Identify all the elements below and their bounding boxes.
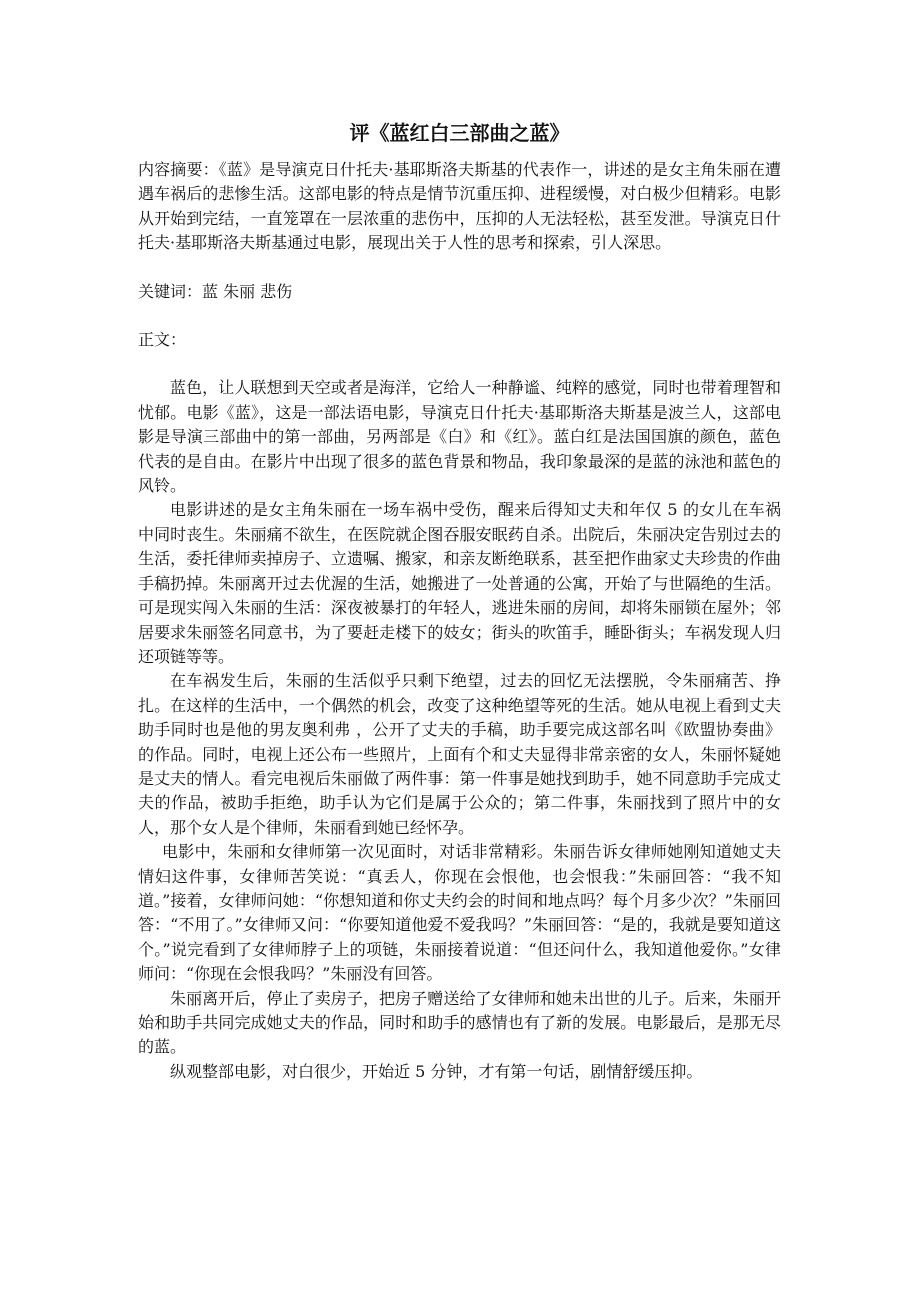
keywords-line: 关键词：蓝 朱丽 悲伤 (138, 281, 293, 301)
body-paragraph-4: 电影中，朱丽和女律师第一次见面时，对话非常精彩。朱丽告诉女律师她刚知道她丈夫情妇这件事，女律师苦笑说：“真丢人，你现在会恨他，也会恨我：”朱丽回答：“我不知道。”接着，女律师问她：“你想知道和你丈夫约会的时间和地点吗？每个月多少次？”朱丽回答：“不用了。”女律师又问：“你要知道他爱不爱我吗？”朱丽回答：“是的，我就是要知道这个。”说完看到了女律师脖子上的项链，朱丽接着说道：“但还问什么，我知道他爱你。”女律师问：“你现在会恨我吗？”朱丽没有回答。 (138, 842, 781, 984)
body-paragraph-1: 蓝色，让人联想到天空或者是海洋，它给人一种静谧、纯粹的感觉，同时也带着理智和忧郁。电影《蓝》，这是一部法语电影，导演克日什托夫·基耶斯洛夫斯基是波兰人，这部电影是导演三部曲中的第一部曲，另两部是《白》和《红》。蓝白红是法国国旗的颜色，蓝色代表的是自由。在影片中出现了很多的蓝色背景和物品，我印象最深的是蓝的泳池和蓝色的风铃。 (138, 378, 781, 496)
abstract-paragraph: 内容摘要：《蓝》是导演克日什托夫·基耶斯洛夫斯基的代表作一，讲述的是女主角朱丽在遭遇车祸后的悲惨生活。这部电影的特点是情节沉重压抑、进程缓慢，对白极少但精彩。电影从开始到完结，一直笼罩在一层浓重的悲伤中，压抑的人无法轻松，甚至发泄。导演克日什托夫·基耶斯洛夫斯基通过电影，展现出关于人性的思考和探索，引人深思。 (138, 160, 781, 253)
document-title: 评《蓝红白三部曲之蓝》 (349, 121, 570, 145)
document-content (138, 118, 781, 1084)
body-paragraph-2: 电影讲述的是女主角朱丽在一场车祸中受伤，醒来后得知丈夫和年仅 5 的女儿在车祸中同时丧生。朱丽痛不欲生，在医院就企图吞服安眠药自杀。出院后，朱丽决定告别过去的生活，委托律师卖掉房子、立遗嘱、搬家，和亲友断绝联系，甚至把作曲家丈夫珍贵的作曲手稿扔掉。朱丽离开过去优渥的生活，她搬进了一处普通的公寓，开始了与世隔绝的生活。可是现实闯入朱丽的生活：深夜被暴打的年轻人，逃进朱丽的房间，却将朱丽锁在屋外；邻居要求朱丽签名同意书，为了要赶走楼下的妓女；街头的吹笛手，睡卧街头；车祸发现人归还项链等等。 (138, 500, 781, 666)
body-label: 正文： (138, 330, 187, 350)
body-text (138, 376, 781, 1084)
body-paragraph-3: 在车祸发生后，朱丽的生活似乎只剩下绝望，过去的回忆无法摆脱，令朱丽痛苦、挣扎。在这样的生活中，一个偶然的机会，改变了这种绝望等死的生活。她从电视上看到丈夫助手同时也是他的男友奥利弗 ，公开了丈夫的手稿，助手要完成这部名叫《欧盟协奏曲》的作品。同时，电视上还公布一些照片，上面有个和丈夫显得非常亲密的女人，朱丽怀疑她是丈夫的情人。看完电视后朱丽做了两件事：第一件事是她找到助手，她不同意助手完成丈夫的作品，被助手拒绝，助手认为它们是属于公众的；第二件事，朱丽找到了照片中的女人，那个女人是个律师，朱丽看到她已经怀孕。 (138, 671, 781, 837)
body-paragraph-6: 纵观整部电影，对白很少，开始近 5 分钟，才有第一句话，剧情舒缓压抑。 (170, 1061, 703, 1081)
body-paragraph-5: 朱丽离开后，停止了卖房子，把房子赠送给了女律师和她未出世的儿子。后来，朱丽开始和助手共同完成她丈夫的作品，同时和助手的感情也有了新的发展。电影最后，是那无尽的蓝。 (138, 988, 781, 1057)
